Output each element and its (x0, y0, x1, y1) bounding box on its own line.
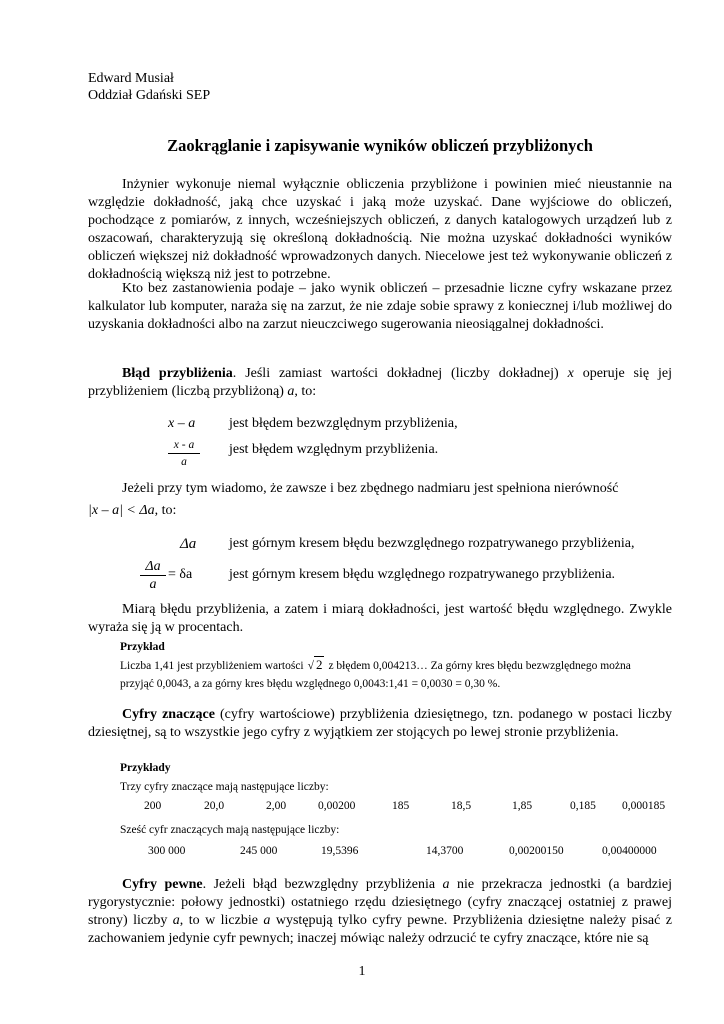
square-root-symbol: √ 2 (307, 657, 323, 672)
absolute-bound-description: jest górnym kresem błędu bezwzględnego rozpatrywanego przybliżenia, (229, 536, 635, 551)
relative-error-fraction: $\frac{x - a}{a}$ (168, 437, 200, 470)
author-organization: Oddział Gdański SEP (88, 88, 211, 103)
author-name: Edward Musiał (88, 71, 174, 86)
value-item: 19,5396 (321, 845, 359, 857)
value-item: 2,00 (266, 800, 287, 812)
absolute-error-description: jest błędem bezwzględnym przybliżenia, (229, 416, 458, 431)
example-heading: Przykład (120, 641, 165, 653)
value-item: 20,0 (204, 800, 225, 812)
author-block (88, 70, 210, 104)
document-title: Zaokrąglanie i zapisywanie wyników obliczeń przybliżonych (167, 136, 593, 155)
value-item: 245 000 (240, 845, 278, 857)
example-line-2: przyjąć 0,0043, a za górny kres błędu względnego 0,0043:1,41 = 0,0030 = 0,30 %. (120, 678, 501, 690)
value-item: 0,000185 (622, 800, 666, 812)
significant-figures-heading: Cyfry znaczące (122, 707, 215, 722)
value-item: 0,00200150 (509, 845, 564, 857)
relative-bound-fraction: $\frac{\Delta a}{a}$ (140, 558, 166, 593)
value-item: 0,00200 (318, 800, 356, 812)
value-item: 18,5 (451, 800, 472, 812)
value-item: 1,85 (512, 800, 533, 812)
intro-paragraph-1: Inżynier wykonuje niemal wyłącznie obliczenia przybliżone i powinien mieć nieustannie na względzie dokładność, jaką chce uzyskać i jaką może uzyskać. Dane wyjściowe do obliczeń, pochodzące z pomiarów, z innych, wcześniejszych obliczeń, z danych katalogowych urządzeń lub z oszacowań, charakteryzują się określoną dokładnością. Nie można uzyskać dokładności wyników obliczeń większej niż dokładność wprowadzonych danych. Niecelowe jest też wykonywanie obliczeń z dokładnością większą niż jest to potrzebne. (88, 177, 672, 282)
three-digits-label: Trzy cyfry znaczące mają następujące liczby: (120, 781, 329, 793)
relative-error-description: jest błędem względnym przybliżenia. (229, 442, 439, 457)
approximation-error-heading: Błąd przybliżenia (122, 366, 233, 381)
certain-digits-heading: Cyfry pewne (122, 877, 203, 892)
value-item: 185 (392, 800, 410, 812)
significant-figures-paragraph: Cyfry znaczące (cyfry wartościowe) przybliżenia dziesiętnego, tzn. podanego w postaci liczby dziesiętnej, są to wszystkie jego cyfry z wyjątkiem zer stojących po lewej stronie przybliżenia. (88, 707, 673, 740)
approximation-error-paragraph: Błąd przybliżenia. Jeśli zamiast wartości dokładnej (liczby dokładnej) x operuje się jej przybliżeniem (liczbą przybliżoną) a, to: (88, 366, 672, 399)
examples-heading: Przykłady (120, 762, 171, 774)
relative-bound-equals: = δa (168, 567, 193, 582)
six-digits-label: Sześć cyfr znaczących mają następujące liczby: (120, 824, 340, 836)
intro-paragraph-2: Kto bez zastanowienia podaje – jako wynik obliczeń – przesadnie liczne cyfry wskazane przez kalkulator lub komputer, naraża się na zarzut, że nie zdaje sobie sprawy z koniecznej i/lub możliwej do uzyskania dokładności albo na zarzut nieuczciwego sugerowania nieosiągalnej dokładności. (88, 281, 672, 332)
certain-digits-paragraph: Cyfry pewne. Jeżeli błąd bezwzględny przybliżenia a nie przekracza jednostki (a bardziej rygorystycznie: połowy jednostki) ostatniego rzędu dziesiętnego (cyfry znaczącej ostatniej z prawej strony) liczby a, to w liczbie a występują tylko cyfry pewne. Przybliżenia dziesiętne należy pisać z zachowaniem jedynie cyfr pewnych; inaczej mówiąc należy odrzucić te cyfry znaczące, które nie są (88, 877, 673, 946)
value-item: 14,3700 (426, 845, 464, 857)
value-item: 0,00400000 (602, 845, 657, 857)
absolute-error-expression: x – a (168, 416, 196, 431)
measure-paragraph: Miarą błędu przybliżenia, a zatem i miarą dokładności, jest wartość błędu względnego. Zwykle wyraża się ją w procentach. (88, 602, 672, 635)
absolute-bound-symbol: Δa (180, 536, 197, 552)
bound-inequality: |x – a| < Δa, to: (88, 503, 177, 518)
value-item: 300 000 (148, 845, 186, 857)
value-item: 0,185 (570, 800, 596, 812)
value-item: 200 (144, 800, 162, 812)
relative-bound-description: jest górnym kresem błędu względnego rozpatrywanego przybliżenia. (229, 567, 616, 582)
page-number: 1 (358, 964, 366, 979)
example-line-1: Liczba 1,41 jest przybliżeniem wartości √ 2 z błędem 0,004213… Za górny kres błędu bezwzględnego można (120, 657, 631, 672)
bound-intro-paragraph: Jeżeli przy tym wiadomo, że zawsze i bez zbędnego nadmiaru jest spełniona nierówność (122, 481, 619, 496)
